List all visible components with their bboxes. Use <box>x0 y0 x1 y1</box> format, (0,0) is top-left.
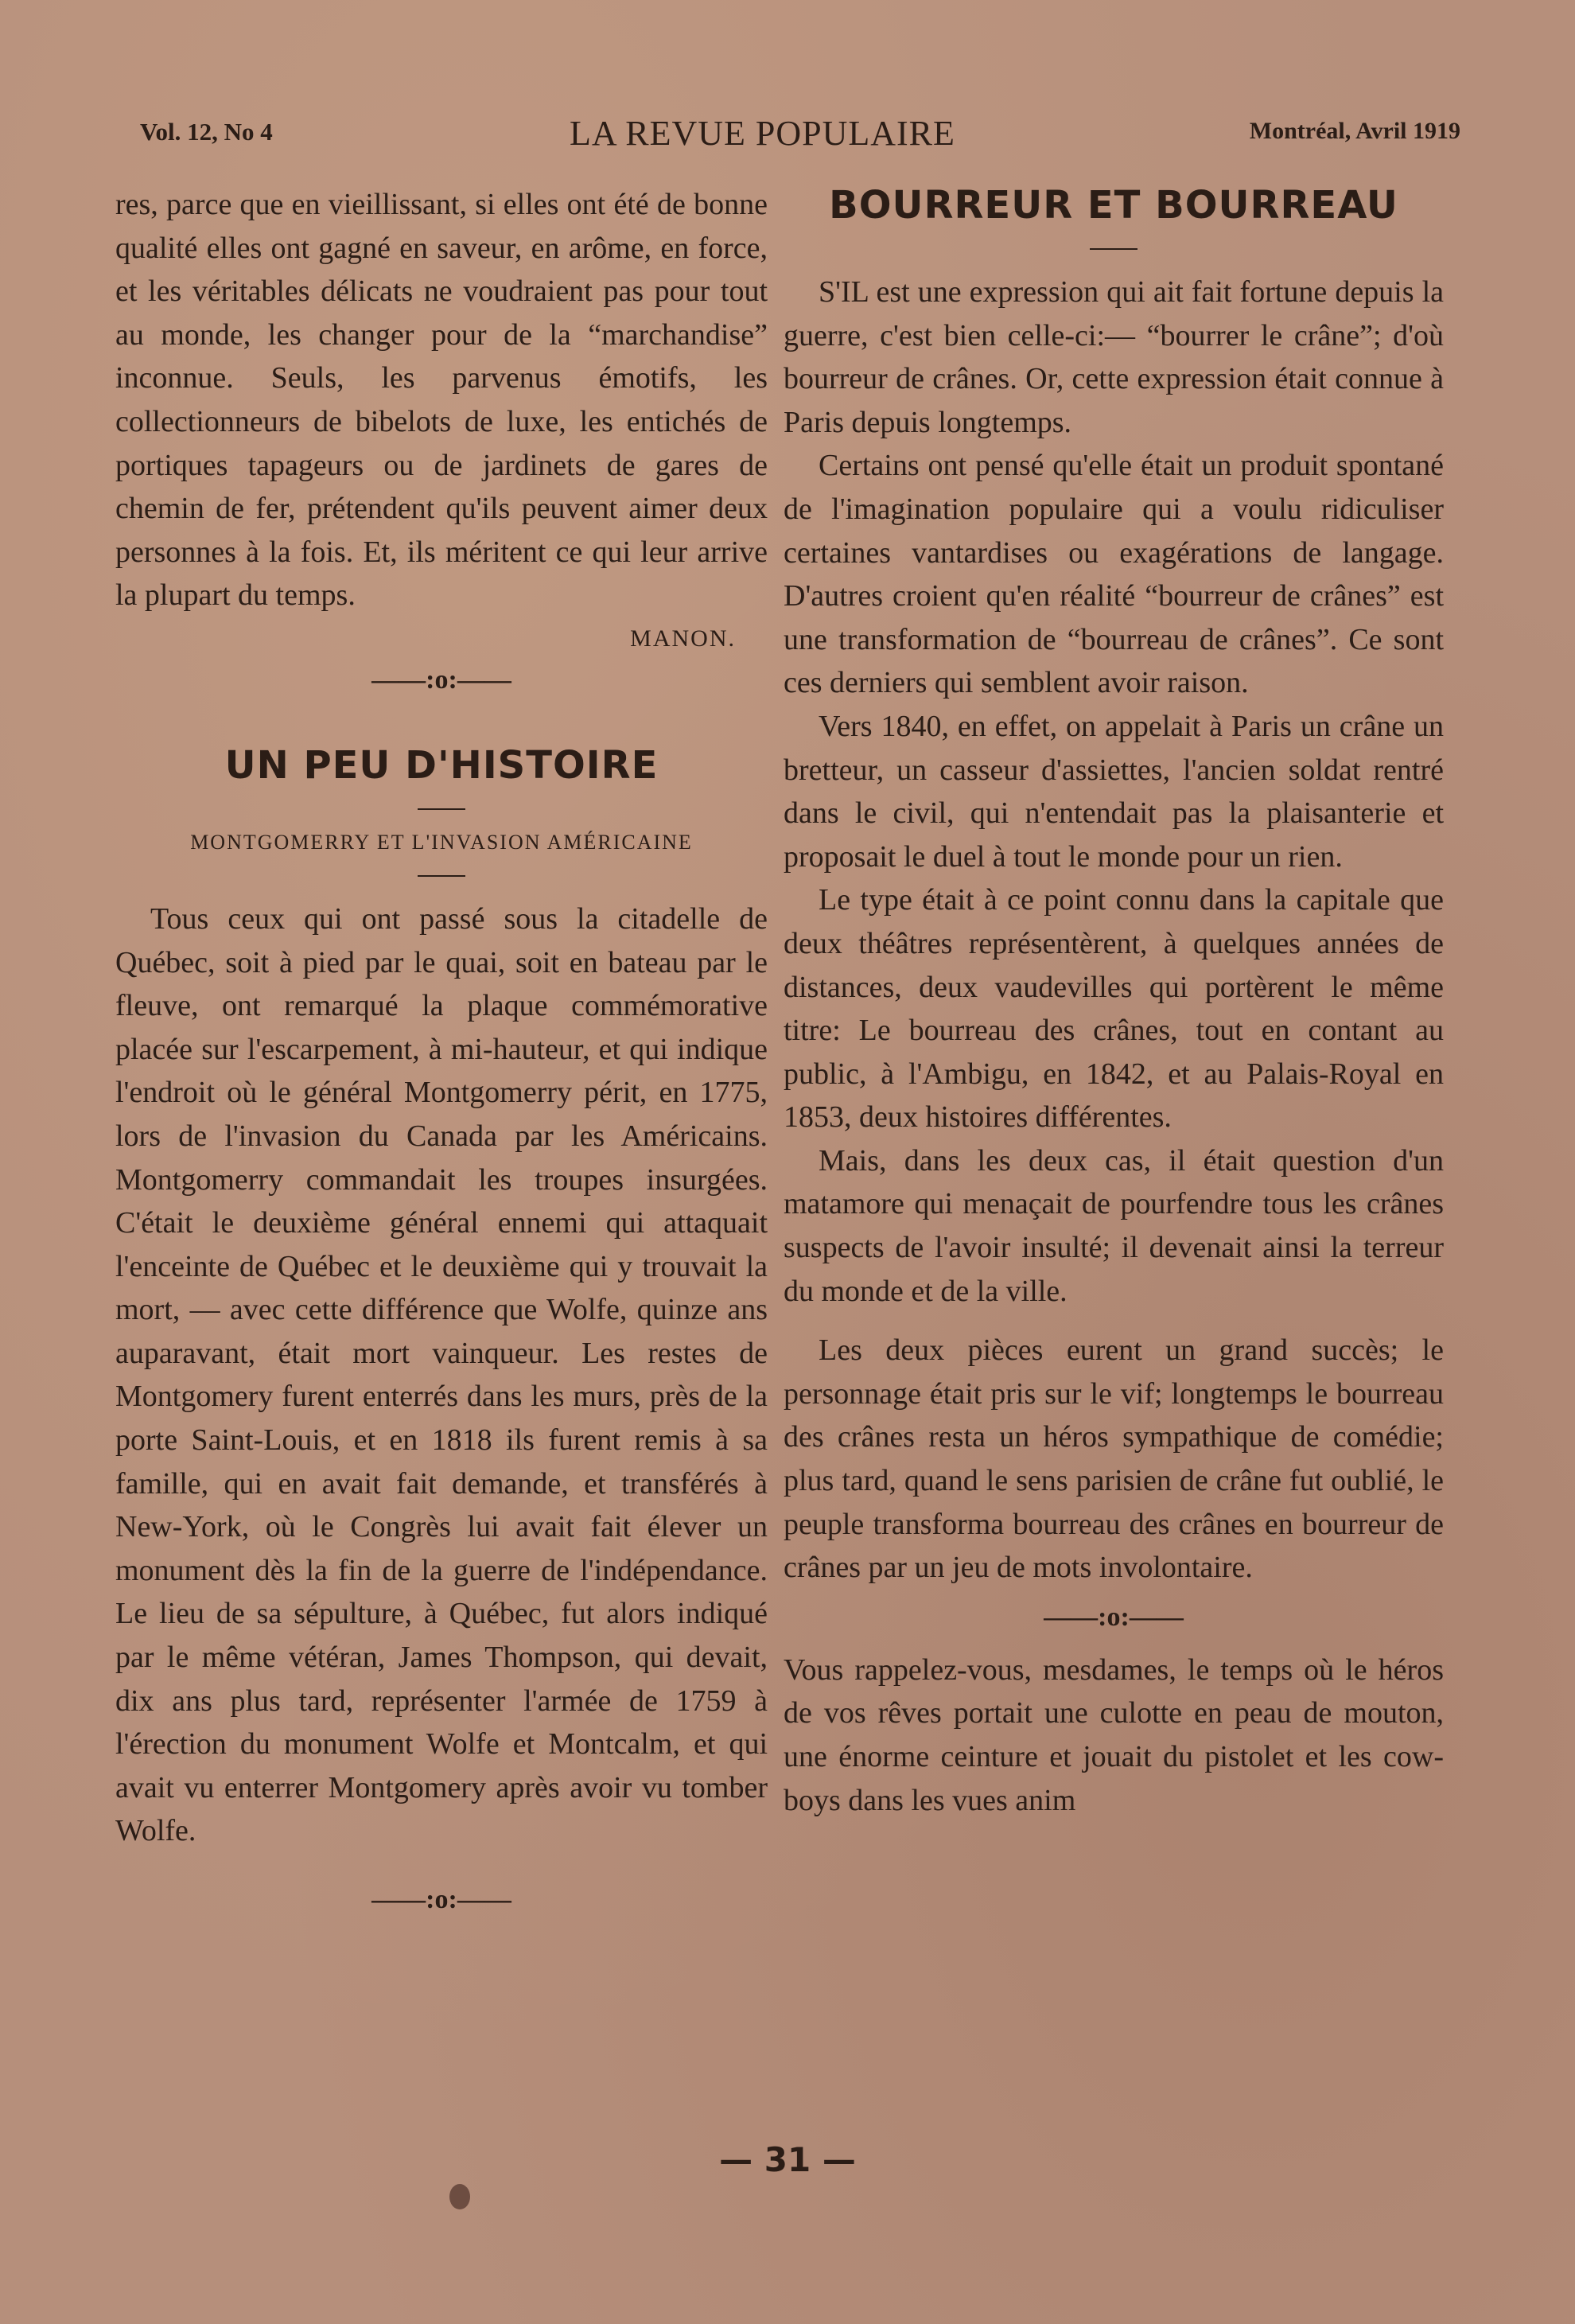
title-rule <box>1090 248 1138 250</box>
paragraph-1: S'IL est une expression qui ait fait fortune depuis la guerre, c'est bien celle-ci:— “bourrer le crâne”; d'où bourreur de crânes. Or, cette expression était connue à Paris depuis longtemps. <box>784 275 1444 439</box>
section-separator: ——:o:—— <box>1044 1602 1184 1632</box>
subtitle-rule <box>418 875 465 877</box>
article-title-histoire: UN PEU D'HISTOIRE <box>224 742 659 788</box>
volume-number: Vol. 12, No 4 <box>140 118 273 146</box>
ink-stain <box>449 2184 470 2209</box>
paragraph-3: Vers 1840, en effet, on appelait à Paris un crâne un bretteur, un casseur d'assiettes, l'ancien soldat rentré dans le civil, qui n'entendait pas la plaisanterie et proposait le duel à tout le monde pour un rien. <box>784 709 1444 874</box>
right-column <box>784 183 1444 1822</box>
article-body-histoire: Tous ceux qui ont passé sous la citadelle de Québec, soit à pied par le quai, soit en bateau par le fleuve, ont remarqué la plaque commémorative placée sur l'escarpement, à mi-hauteur, et qui indique l'endroit où le général Montgomerry périt, en 1775, lors de l'invasion du Canada par les Américains. Montgomerry commandait les troupes insurgées. C'était le deuxième général ennemi qui attaquait l'enceinte de Québec et le deuxième qui y trouvait la mort, — avec cette différence que Wolfe, quinze ans auparavant, était mort vainqueur. Les restes de Montgomery furent enterrés dans les murs, près de la porte Saint-Louis, et en 1818 ils furent remis à sa famille, qui en avait fait demande, et transférés à New-York, où le Congrès lui avait fait élever un monument dès la fin de la guerre de l'indépendance. Le lieu de sa sépulture, à Québec, fut alors indiqué par le même vétéran, James Thompson, qui devait, dix ans plus tard, représenter l'armée de 1759 à l'érection du monument Wolfe et Montcalm, et qui avait vu enterrer Montgomery après avoir vu tomber Wolfe. <box>115 901 768 1848</box>
magazine-title: LA REVUE POPULAIRE <box>570 114 955 153</box>
paragraph-6: Les deux pièces eurent un grand succès; le personnage était pris sur le vif; longtemps le bourreau des crânes resta un héros sympathique de comédie; plus tard, quand le sens parisien de crâne fut oublié, le peuple transforma bourreau des crânes en bourreur de crânes par un jeu de mots involontaire. <box>784 1333 1444 1585</box>
page-number: — 31 — <box>719 2140 856 2179</box>
continuation-text: res, parce que en vieillissant, si elles ont été de bonne qualité elles ont gagné en saveur, en arôme, en force, et les véritables délicats ne voudraient pas pour tout au monde, les changer pour de la “marchandise” inconnue. Seuls, les parvenus émotifs, les collectionneurs de bibelots de luxe, les entichés de portiques tapageurs ou de jardinets de gares de chemin de fer, prétendent qu'ils peuvent aimer deux personnes à la fois. Et, ils méritent ce qui leur arrive la plupart du temps. <box>115 188 768 613</box>
end-separator: ——:o:—— <box>371 1885 511 1914</box>
paragraph-4: Le type était à ce point connu dans la capitale que deux théâtres représentèrent, à quelques années de distances, deux vaudevilles qui portèrent le même titre: Le bourreau des crânes, tout en contant au public, à l'Ambigu, en 1842, et au Palais-Royal en 1853, deux histoires différentes. <box>784 883 1444 1135</box>
left-column <box>115 183 768 1915</box>
section-separator: ——:o:—— <box>371 664 511 695</box>
place-date: Montréal, Avril 1919 <box>1249 118 1460 144</box>
page-header <box>140 114 1460 165</box>
article-title-bourreur: BOURREUR ET BOURREAU <box>829 183 1398 228</box>
article-subtitle: MONTGOMERRY ET L'INVASION AMÉRICAINE <box>190 830 693 854</box>
paragraph-5: Mais, dans les deux cas, il était question d'un matamore qui menaçait de pourfendre tous les crânes suspects de l'avoir insulté; il devenait ainsi la terreur du monde et de la ville. <box>784 1143 1444 1308</box>
paragraph-7: Vous rappelez-vous, mesdames, le temps où le héros de vos rêves portait une culotte en peau de mouton, une énorme ceinture et jouait du pistolet et les cow-boys dans les vues anim <box>784 1652 1444 1817</box>
author-signature: MANON. <box>630 625 736 652</box>
title-rule <box>418 808 465 810</box>
paragraph-2: Certains ont pensé qu'elle était un produit spontané de l'imagination populaire qui a voulu ridiculiser certaines vantardises ou exagérations de langage. D'autres croient qu'en réalité “bourreur de crânes” est une transformation de “bourreau de crânes”. Ce sont ces derniers qui semblent avoir raison. <box>784 449 1444 700</box>
